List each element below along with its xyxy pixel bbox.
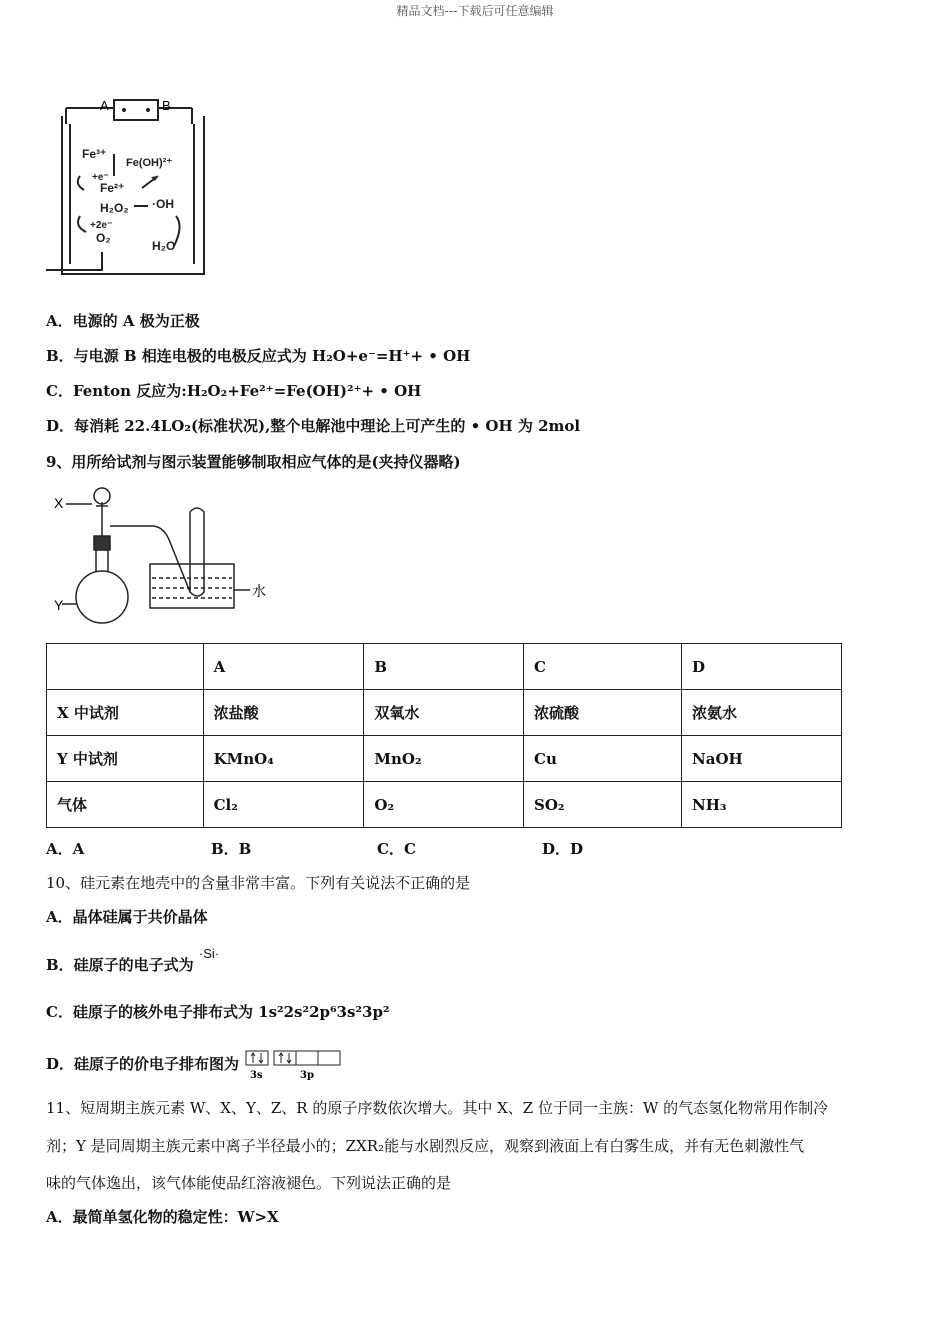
table-cell: B [364, 644, 524, 690]
table-cell: Cl₂ [203, 782, 364, 828]
page-header: 精品文档---下载后可任意编辑 [396, 4, 554, 18]
species-e: +e⁻ [92, 172, 109, 183]
q10-option-d-text: D．硅原子的价电子排布图为 [46, 1055, 240, 1073]
label-water: 水 [252, 584, 266, 600]
q8-option-c: C．Fenton 反应为:H₂O₂+Fe²⁺=Fe(OH)²⁺+ • OH [46, 382, 422, 400]
table-cell: 浓氨水 [682, 690, 842, 736]
table-cell: D [682, 644, 842, 690]
label-x: X [54, 495, 64, 511]
q10-option-b-text: B．硅原子的电子式为 [46, 956, 194, 974]
q10-option-a: A．晶体硅属于共价晶体 [46, 908, 208, 926]
species-h2o: H₂O [152, 239, 176, 253]
table-row [47, 782, 842, 828]
q11-option-a: A．最简单氢化物的稳定性：W>X [46, 1208, 279, 1226]
q10-option-c: C．硅原子的核外电子排布式为 1s²2s²2p⁶3s²3p² [46, 1003, 390, 1021]
q11-line-1: 11、短周期主族元素 W、X、Y、Z、R 的原子序数依次增大。其中 X、Z 位于同一主族：W 的气态氢化物常用作制冷 [46, 1099, 829, 1117]
orbital-diagram [244, 1049, 342, 1081]
q10-option-d [46, 1049, 342, 1081]
species-feoh: Fe(OH)²⁺ [126, 157, 173, 169]
orbital-label-3p: 3p [300, 1070, 315, 1081]
q9-option-c: C．C [377, 840, 416, 858]
q10-stem: 10、硅元素在地壳中的含量非常丰富。下列有关说法不正确的是 [46, 874, 471, 892]
table-cell: KMnO₄ [203, 736, 364, 782]
q9-option-a: A．A [46, 840, 85, 858]
species-fe3: Fe³⁺ [82, 147, 107, 161]
si-symbol: Si [203, 946, 215, 961]
species-oh: ·OH [152, 197, 174, 211]
q11-line-2: 剂；Y 是同周期主族元素中离子半径最小的；ZXR₂能与水剧烈反应，观察到液面上有白雾生成，并有无色刺激性气 [46, 1137, 805, 1155]
q8-option-b: B．与电源 B 相连电极的电极反应式为 H₂O+e⁻=H⁺+ • OH [46, 347, 471, 365]
table-row [47, 690, 842, 736]
orbital-label-3s: 3s [250, 1070, 263, 1081]
table-cell: O₂ [364, 782, 524, 828]
table-cell: Y 中试剂 [47, 736, 204, 782]
table-cell: 双氧水 [364, 690, 524, 736]
table-cell: Cu [524, 736, 682, 782]
q8-option-a: A．电源的 A 极为正极 [46, 312, 200, 330]
species-fe2: Fe²⁺ [100, 181, 125, 195]
table-cell [47, 644, 204, 690]
table-row [47, 736, 842, 782]
table-cell: 气体 [47, 782, 204, 828]
species-o2: O₂ [96, 231, 111, 245]
table-row [47, 644, 842, 690]
q8-option-d: D．每消耗 22.4LO₂(标准状况),整个电解池中理论上可产生的 • OH 为 2mol [46, 417, 581, 435]
q10-option-b [46, 946, 220, 976]
label-y: Y [54, 597, 64, 613]
q9-stem: 9、用所给试剂与图示装置能够制取相应气体的是(夹持仪器略) [46, 453, 461, 471]
table-cell: 浓硫酸 [524, 690, 682, 736]
table-cell: C [524, 644, 682, 690]
si-electron-dot: ·Si· [198, 946, 220, 961]
gas-apparatus-figure [52, 482, 282, 627]
electrolysis-figure [44, 96, 214, 281]
table-cell: X 中试剂 [47, 690, 204, 736]
table-cell: NH₃ [682, 782, 842, 828]
label-b: B [162, 98, 171, 113]
table-cell: NaOH [682, 736, 842, 782]
q9-option-b: B．B [211, 840, 252, 858]
reagent-table [46, 643, 842, 828]
species-h2o2: H₂O₂ [100, 201, 129, 215]
table-cell: 浓盐酸 [203, 690, 364, 736]
table-cell: A [203, 644, 364, 690]
q11-line-3: 味的气体逸出，该气体能使品红溶液褪色。下列说法正确的是 [46, 1174, 452, 1192]
table-cell: SO₂ [524, 782, 682, 828]
label-a: A [100, 98, 109, 113]
q9-option-d: D．D [542, 840, 584, 858]
species-2e: +2e⁻ [90, 220, 113, 231]
table-cell: MnO₂ [364, 736, 524, 782]
